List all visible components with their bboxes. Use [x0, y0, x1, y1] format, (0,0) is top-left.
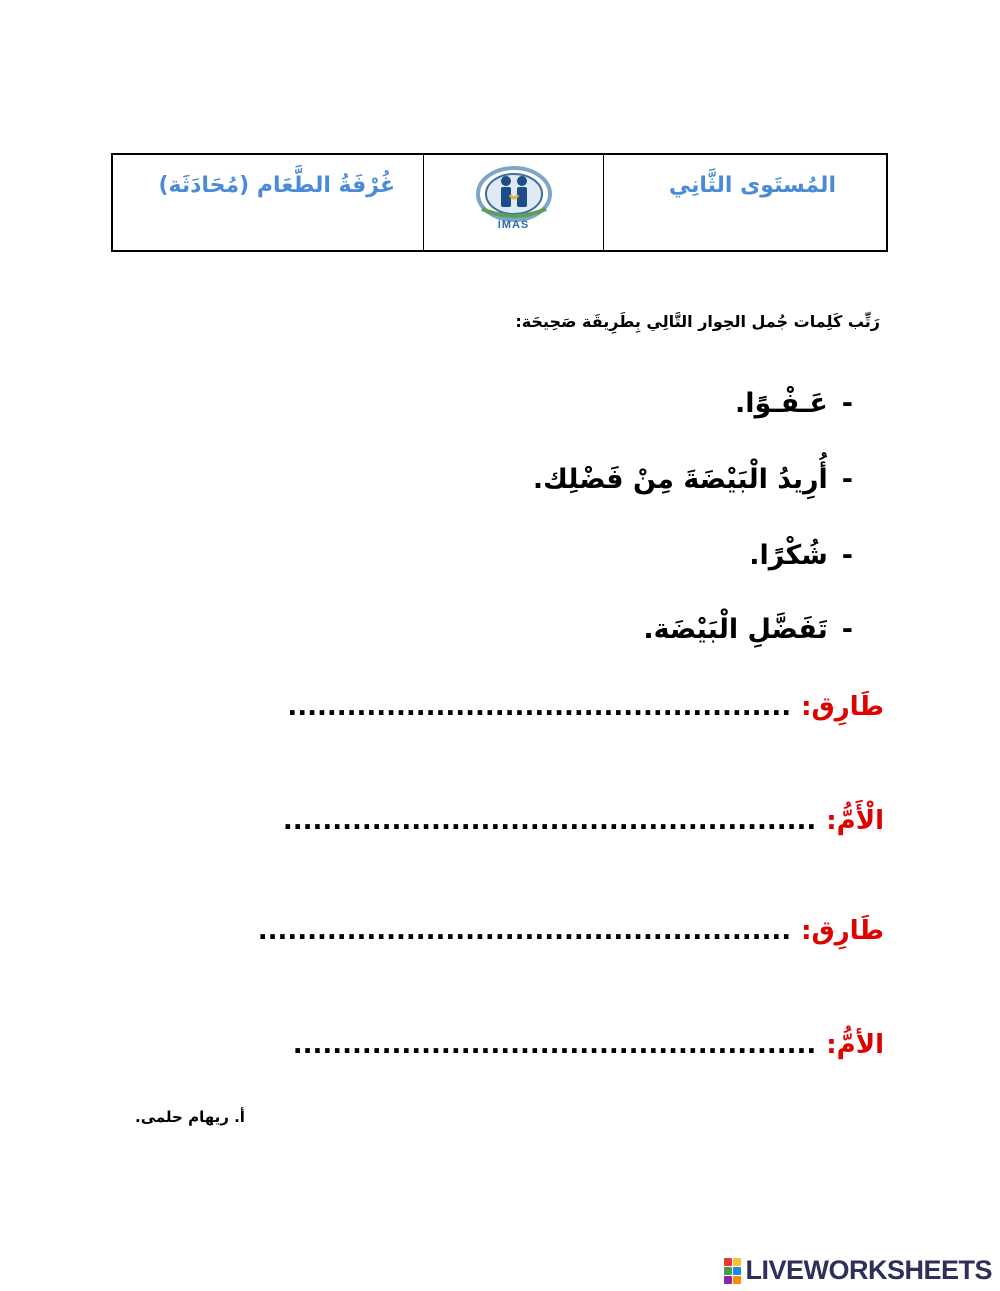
logo-text: IMAS: [497, 218, 530, 231]
sentence-text: شُكْرًا.: [749, 540, 828, 571]
answer-blank[interactable]: .....................................................: [292, 1030, 817, 1060]
dialog-line: [293, 1030, 884, 1060]
dialog-line: [283, 806, 884, 836]
answer-blank[interactable]: ......................................................: [257, 916, 792, 946]
dialog-line: [258, 916, 884, 946]
dialog-line: [287, 692, 884, 722]
sentence-item: [735, 388, 853, 419]
speaker-label: الأمُّ:: [826, 1030, 884, 1060]
level-title: المُستَوى الثَّانِي: [668, 173, 836, 198]
speaker-label: الْأَمُّ:: [826, 806, 884, 836]
lesson-title: غُرْفَةُ الطَّعَام (مُحَادَثَة): [158, 173, 395, 198]
sentence-text: أُرِيدُ الْبَيْضَةَ مِنْ فَضْلِك.: [532, 464, 828, 495]
sentence-dash: -: [841, 388, 853, 419]
header-table: [111, 153, 888, 252]
logo-cell: [424, 155, 604, 250]
instruction-text: رَتِّب كَلِمات جُمل الحِوار التَّالِي بِطَرِيقَة صَحِيحَة:: [515, 312, 880, 331]
brand-name: LIVEWORKSHEETS: [745, 1255, 992, 1285]
sentence-dash: -: [841, 614, 853, 645]
teacher-signature: أ. ريهام حلمى.: [135, 1108, 245, 1126]
liveworksheets-brand[interactable]: [724, 1255, 992, 1286]
sentence-dash: -: [841, 540, 853, 571]
sentence-text: عَـفْـوًا.: [735, 388, 828, 419]
speaker-label: طَارِق:: [801, 692, 884, 722]
answer-blank[interactable]: ......................................................: [282, 806, 817, 836]
level-title-cell: [604, 155, 886, 250]
sentence-dash: -: [841, 464, 853, 495]
sentence-text: تَفَضَّلِ الْبَيْضَة.: [643, 614, 828, 645]
sentence-item: [749, 540, 853, 571]
imas-logo: [474, 165, 554, 231]
speaker-label: طَارِق:: [801, 916, 884, 946]
sentence-item: [643, 614, 853, 645]
lesson-title-cell: [113, 155, 424, 250]
sentence-item: [533, 464, 853, 495]
school-logo-icon: [474, 165, 554, 223]
answer-blank[interactable]: ...................................................: [287, 692, 792, 722]
liveworksheets-logo-icon: [724, 1258, 741, 1284]
